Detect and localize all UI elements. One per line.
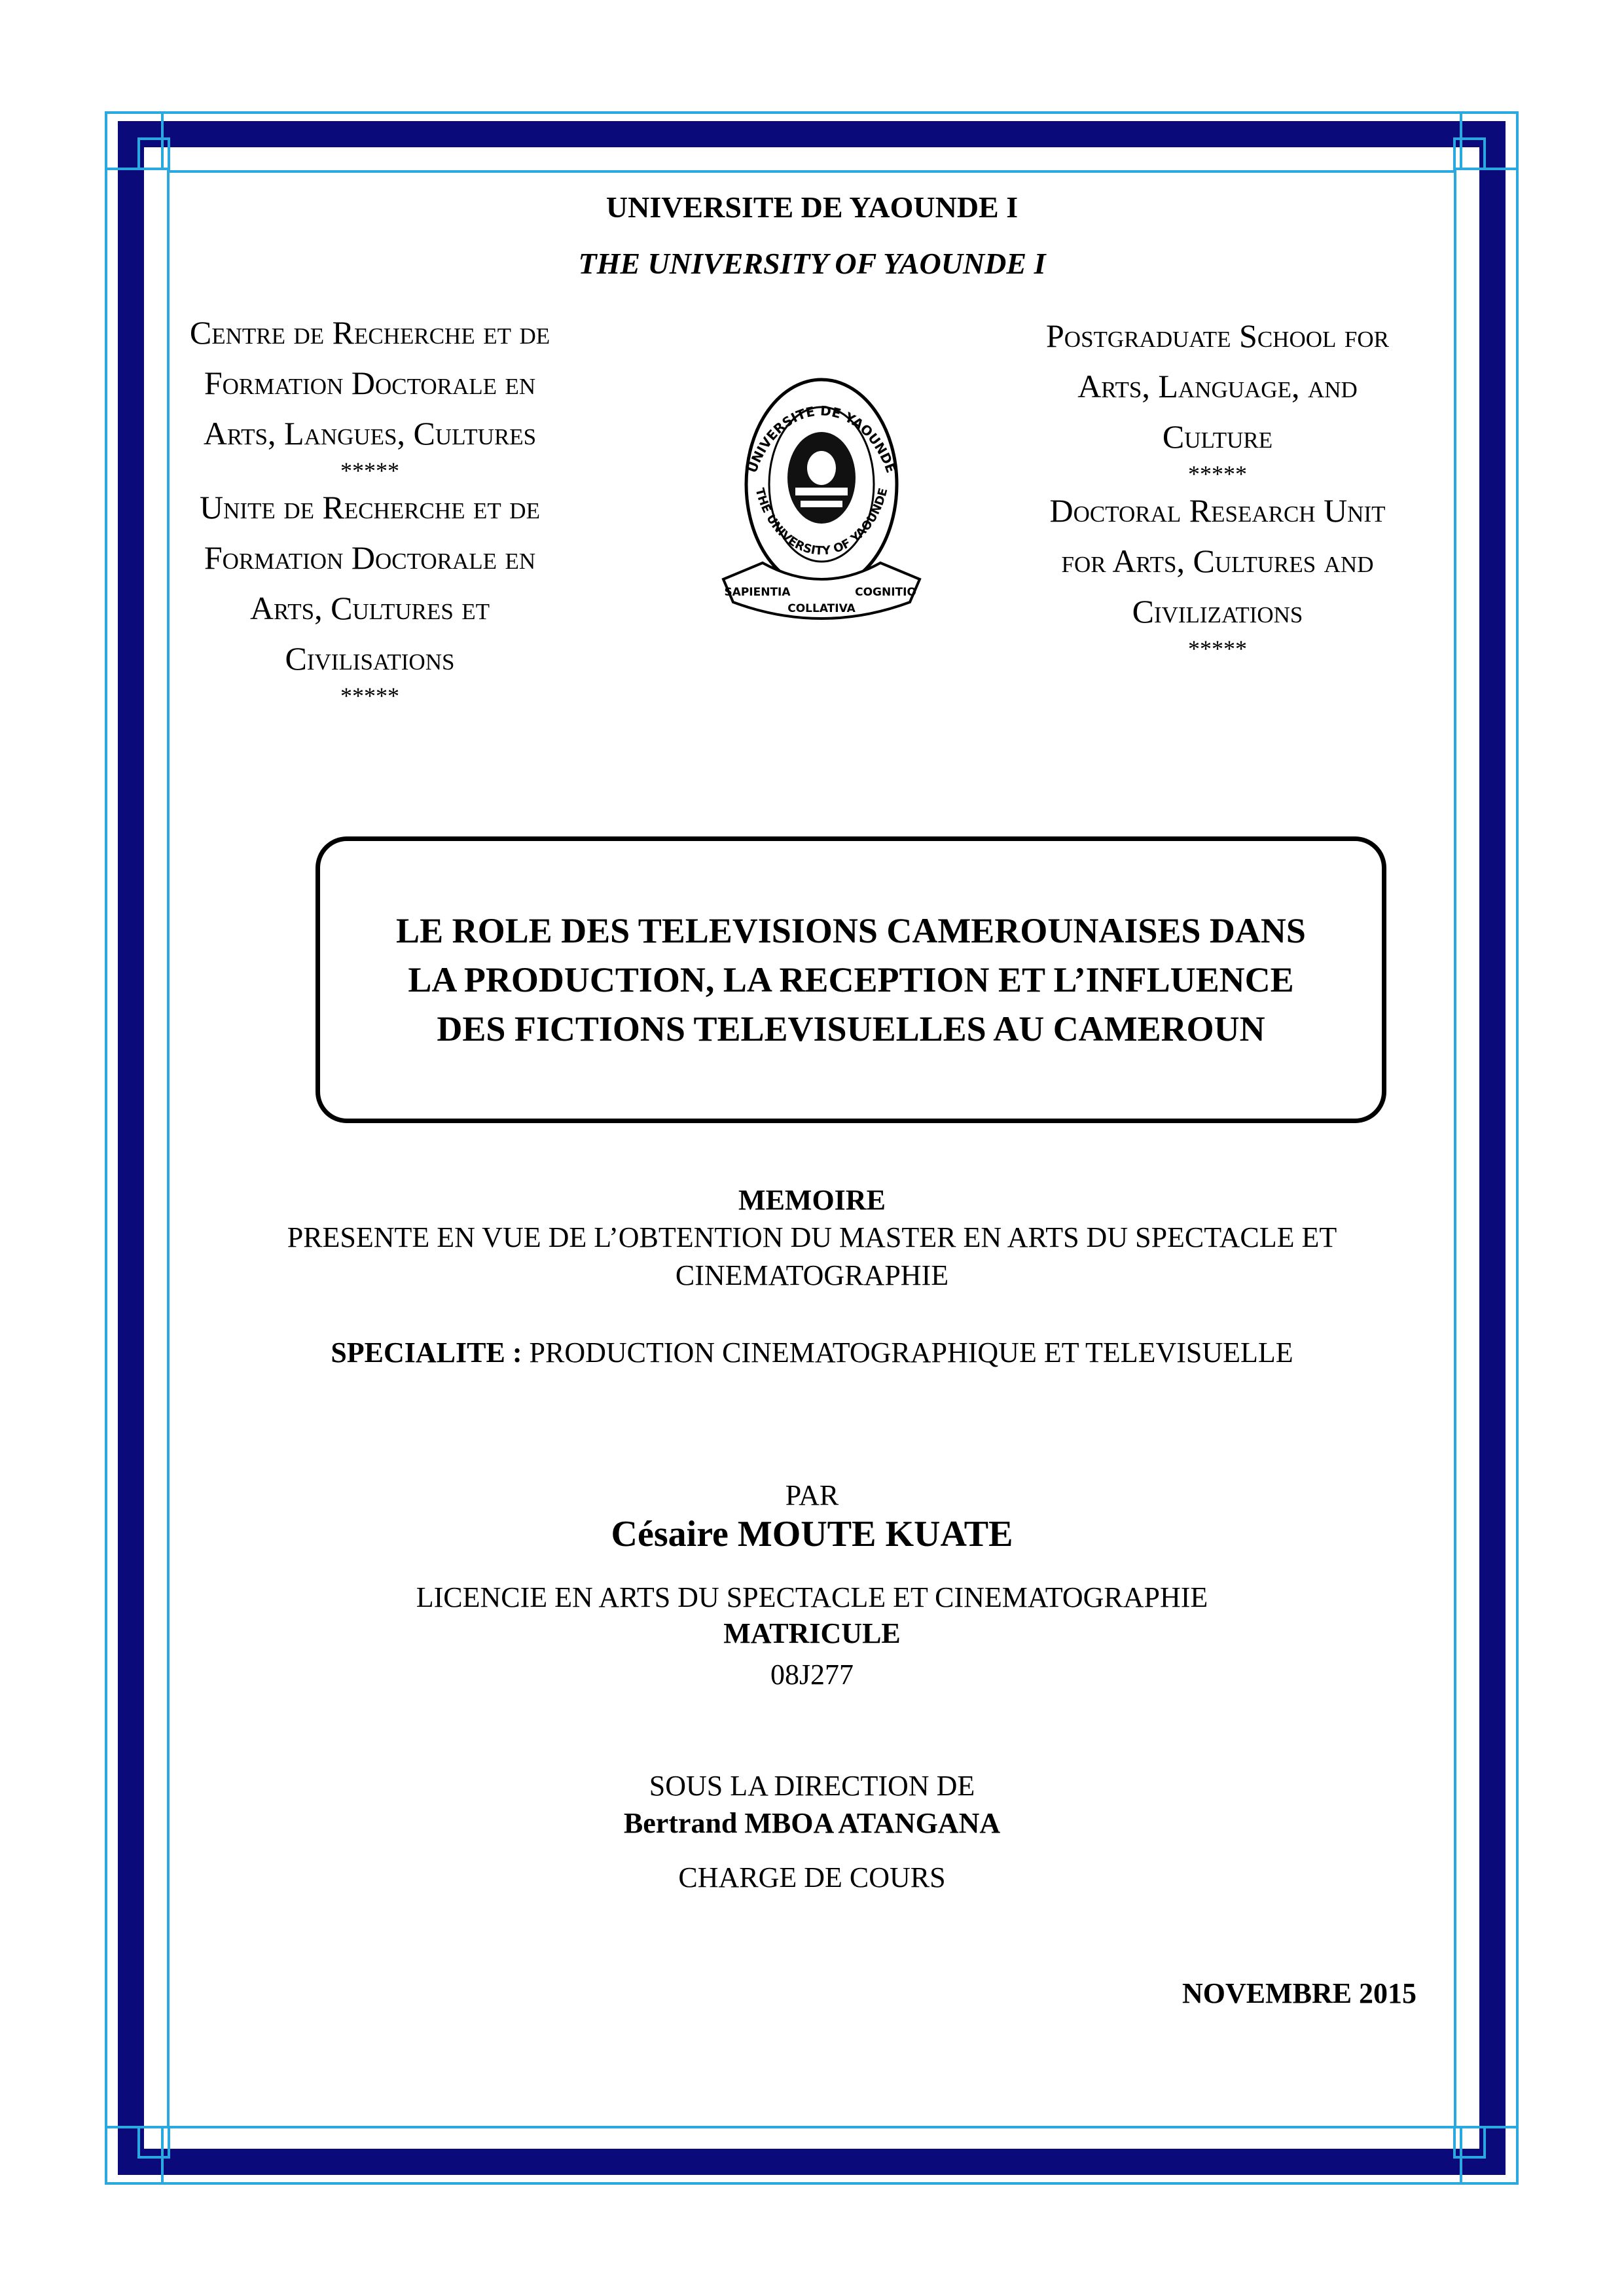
corner-ornament-bl-small	[137, 2126, 170, 2159]
by-label: PAR	[785, 1479, 839, 1511]
corner-ornament-br-small	[1453, 2126, 1486, 2159]
left-line-3: Arts, Langues, Cultures	[203, 415, 537, 452]
right-separator-1: *****	[1188, 461, 1247, 487]
speciality-label: SPECIALITE :	[331, 1336, 522, 1369]
left-line-1: Centre de Recherche et de	[189, 314, 550, 351]
supervisor-rank: CHARGE DE COURS	[678, 1861, 946, 1893]
document-type: MEMOIRE	[738, 1184, 886, 1216]
speciality-value: PRODUCTION CINEMATOGRAPHIQUE ET TELEVISUELLE	[529, 1336, 1293, 1369]
left-line-6: Arts, Cultures et	[249, 590, 490, 626]
author-name: Césaire MOUTE KUATE	[611, 1514, 1013, 1554]
matricule-value: 08J277	[770, 1659, 854, 1691]
left-line-7: Civilisations	[285, 640, 455, 677]
right-column	[956, 311, 1479, 660]
corner-ornament-tr-small	[1453, 137, 1486, 170]
thesis-title-box	[316, 836, 1386, 1123]
right-line-4: Doctoral Research Unit	[1049, 492, 1386, 529]
thesis-title-line-3: DES FICTIONS TELEVISUELLES AU CAMEROUN	[437, 1009, 1265, 1049]
thesis-title	[353, 906, 1348, 1054]
supervisor-name: Bertrand MBOA ATANGANA	[623, 1807, 1001, 1839]
thesis-title-line-1: LE ROLE DES TELEVISIONS CAMEROUNAISES DANS	[396, 910, 1306, 950]
left-line-5: Formation Doctorale en	[204, 539, 536, 576]
left-line-4: Unite de Recherche et de	[200, 489, 540, 526]
university-name-en: THE UNIVERSITY OF YAOUNDE I	[578, 247, 1046, 280]
right-line-6: Civilizations	[1132, 593, 1303, 630]
speciality	[0, 1334, 1624, 1372]
supervisor-label: SOUS LA DIRECTION DE	[649, 1770, 975, 1802]
matricule-label: MATRICULE	[723, 1617, 901, 1649]
right-line-2: Arts, Language, and	[1077, 368, 1358, 404]
purpose-line-2: CINEMATOGRAPHIE	[675, 1259, 949, 1291]
right-separator-2: *****	[1188, 636, 1247, 662]
university-name-fr: UNIVERSITE DE YAOUNDE I	[605, 190, 1019, 224]
seal-ribbon-left: SAPIENTIA	[724, 586, 791, 599]
left-column	[108, 308, 632, 708]
right-line-1: Postgraduate School for	[1046, 317, 1389, 354]
right-line-5: for Arts, Cultures and	[1061, 543, 1374, 579]
seal-text-bottom: THE UNIVERSITY OF YAOUNDE	[752, 486, 891, 558]
seal-ribbon-center: COLLATIVA	[787, 602, 856, 615]
right-line-3: Culture	[1162, 418, 1273, 455]
left-separator-2: *****	[340, 683, 399, 709]
purpose-line-1: PRESENTE EN VUE DE L’OBTENTION DU MASTER EN ARTS DU SPECTACLE ET	[287, 1221, 1337, 1253]
university-seal-icon	[717, 353, 926, 641]
author-degree: LICENCIE EN ARTS DU SPECTACLE ET CINEMATOGRAPHIE	[416, 1581, 1208, 1613]
corner-ornament-tl-small	[137, 137, 170, 170]
thesis-title-line-2: LA PRODUCTION, LA RECEPTION ET L’INFLUENCE	[408, 960, 1294, 999]
left-separator-1: *****	[340, 457, 399, 484]
submission-date: NOVEMBRE 2015	[1182, 1977, 1417, 2009]
seal-text-top: UNIVERSITE DE YAOUNDE	[744, 403, 899, 475]
left-line-2: Formation Doctorale en	[204, 365, 536, 401]
seal-ribbon-right: COGNITIO	[855, 586, 916, 599]
